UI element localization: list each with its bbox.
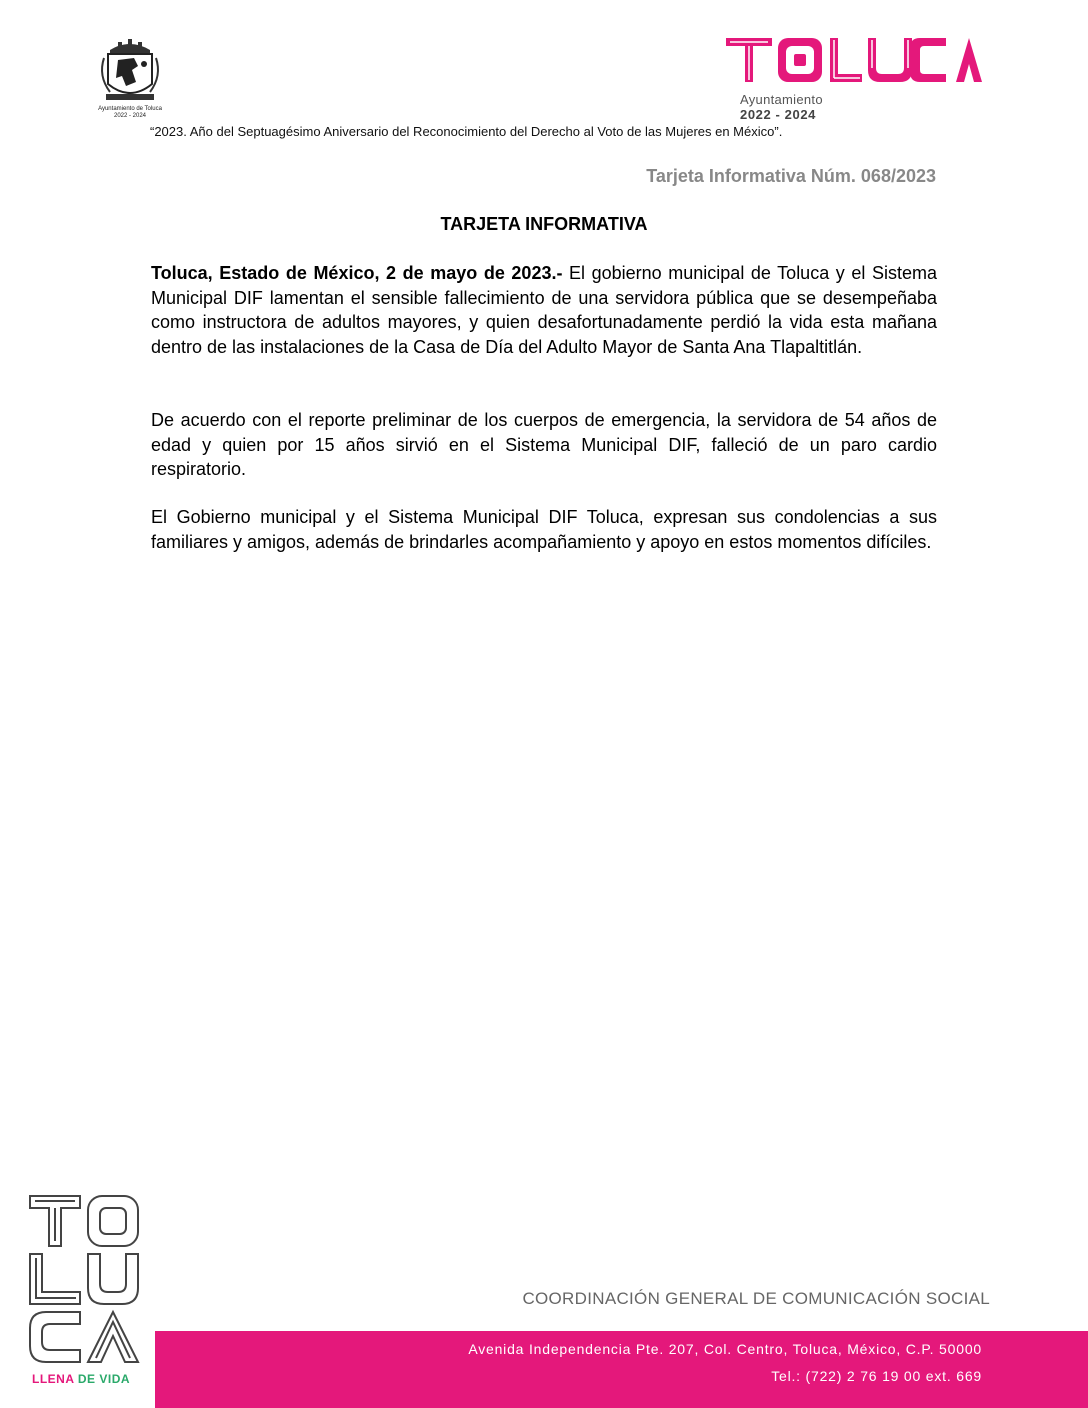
address-text: Avenida Independencia Pte. 207, Col. Centro, Toluca, México, C.P. 50000 bbox=[468, 1341, 982, 1357]
crest-caption-years: 2022 - 2024 bbox=[113, 113, 147, 119]
tagline bbox=[32, 1372, 130, 1386]
toluca-stacked-logo-icon bbox=[28, 1194, 148, 1394]
tagline-part-1: LLENA bbox=[32, 1372, 78, 1386]
paragraph-2: De acuerdo con el reporte preliminar de los cuerpos de emergencia, la servidora de 54 años de edad y quien por 15 años sirvió en el Sistema Municipal DIF, falleció de un paro cardio respiratorio. bbox=[151, 410, 937, 479]
official-year-slogan: “2023. Año del Septuagésimo Aniversario del Reconocimiento del Derecho al Voto de las Mujeres en México”. bbox=[150, 124, 783, 139]
card-number: Tarjeta Informativa Núm. 068/2023 bbox=[646, 166, 936, 186]
paragraph-1 bbox=[151, 261, 937, 359]
dateline: Toluca, Estado de México, 2 de mayo de 2023.- bbox=[151, 263, 563, 283]
ayuntamiento-years: 2022 - 2024 bbox=[740, 107, 816, 122]
municipal-crest-icon bbox=[88, 36, 172, 120]
paragraph-3: El Gobierno municipal y el Sistema Municipal DIF Toluca, expresan sus condolencias a sus familiares y amigos, además de brindarles acompañamiento y apoyo en estos momentos difíciles. bbox=[151, 507, 937, 552]
crest-caption: Ayuntamiento de Toluca bbox=[98, 106, 162, 112]
document-title: TARJETA INFORMATIVA bbox=[440, 214, 648, 234]
paragraph-1-body: El gobierno municipal de Toluca y el Sistema Municipal DIF lamentan el sensible fallecimiento de una servidora pública que se desempeñaba como instructora de adultos mayores, y quien desafortunadamente perdió la vida esta mañana dentro de las instalaciones de la Casa de Día del Adulto Mayor de Santa Ana Tlapaltitlán. bbox=[151, 263, 937, 357]
coordination-label: COORDINACIÓN GENERAL DE COMUNICACIÓN SOCIAL bbox=[522, 1289, 990, 1308]
phone-text: Tel.: (722) 2 76 19 00 ext. 669 bbox=[771, 1368, 982, 1384]
tagline-part-2: DE VIDA bbox=[77, 1372, 131, 1386]
ayuntamiento-label: Ayuntamiento bbox=[740, 92, 823, 107]
